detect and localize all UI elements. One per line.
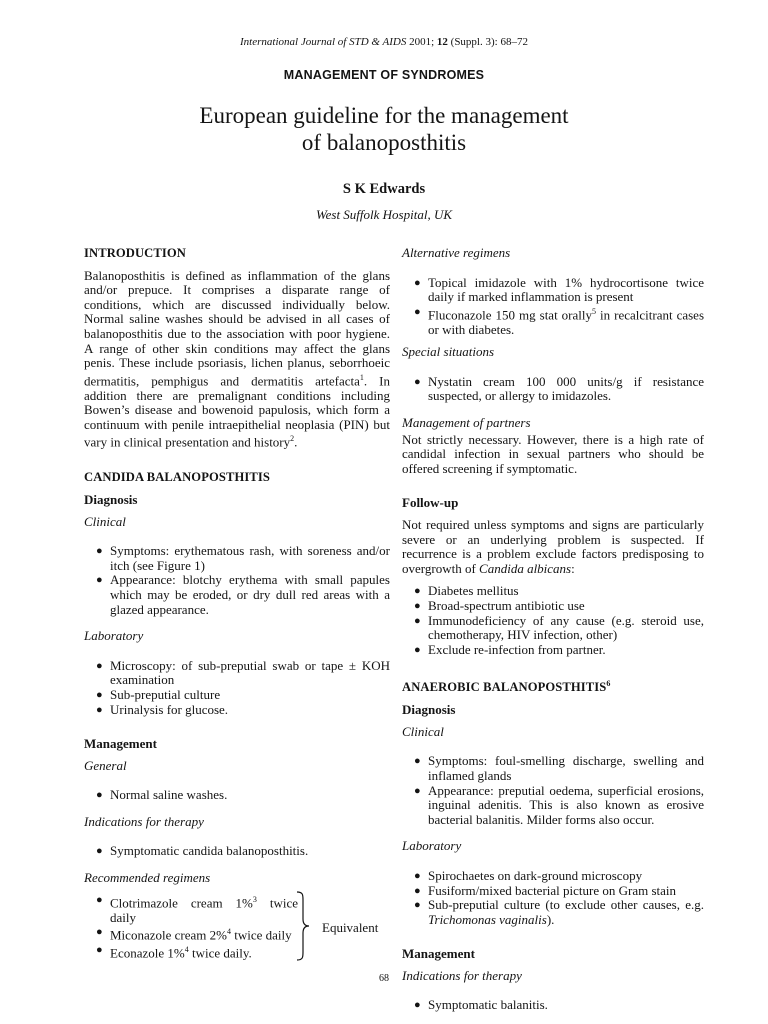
list-item-text: Sub-preputial culture <box>110 686 221 702</box>
regimen-drug: Miconazole cream 2% <box>110 927 227 943</box>
journal-pages: (Suppl. 3): 68–72 <box>447 36 528 48</box>
partners-text: Not strictly necessary. However, there is a high rate of candidal infection in sexual partners who should be offered screening if symptomatic. <box>402 431 704 476</box>
alternative-list <box>402 276 704 338</box>
followup-text <box>402 518 704 576</box>
intro-text-part1: Balanoposthitis is defined as inflammation of the glans and/or prepuce. It comprises a disparate range of conditions, which are discussed individually below. Normal saline washes should be advised in all cases of balanoposthitis due to the association with poor hygiene. A range of other skin conditions may affect the glans penis. These include psoriasis, lichen planus, seborrhoeic dermatitis, pemphigus and dermatitis artefacta <box>84 267 390 389</box>
special-situations-heading: Special situations <box>402 344 495 360</box>
list-item-text: Immunodeficiency of any cause (e.g. steroid use, chemotherapy, HIV infection, other) <box>428 612 704 643</box>
ref-6: 6 <box>606 679 611 689</box>
candida-lab-list <box>84 659 390 717</box>
title-line-1: European guideline for the management <box>199 103 569 128</box>
list-item-text: in recalcitrant cases or with diabetes. <box>428 307 704 337</box>
regimen-ref: 4 <box>226 927 231 937</box>
list-item-text: ). <box>546 911 555 927</box>
regimen-drug: Clotrimazole cream 1% <box>110 894 253 910</box>
right-column <box>402 246 704 1013</box>
candida-indications-list <box>84 844 390 859</box>
anaerobic-clinical-list <box>402 754 704 827</box>
list-item-text: Topical imidazole with 1% hydrocortisone twice daily if marked inflammation is present <box>428 274 704 305</box>
list-item-text: Normal saline washes. <box>110 787 228 803</box>
list-item: ● Sub-preputial culture <box>96 686 221 702</box>
list-item-text: Spirochaetes on dark-ground microscopy <box>428 867 643 883</box>
list-item: ● Symptomatic candida balanoposthitis. <box>96 843 309 859</box>
section-banner: MANAGEMENT OF SYNDROMES <box>283 68 485 82</box>
list-item: ● Nystatin cream 100 000 units/g if resistance suspected, or allergy to imidazoles. <box>414 373 704 404</box>
list-item-text: Fusiform/mixed bacterial picture on Gram stain <box>428 882 677 898</box>
regimen-dose: twice daily. <box>188 945 252 961</box>
list-item: ● Econazole 1%$^4$ twice daily. <box>96 944 252 961</box>
journal-header <box>0 36 768 48</box>
list-item: ● Diabetes mellitus <box>414 583 519 599</box>
anaerobic-diagnosis-heading: Diagnosis <box>402 702 456 718</box>
anaerobic-clinical-heading: Clinical <box>402 723 444 739</box>
equivalent-label: Equivalent <box>322 920 379 935</box>
regimen-dose: twice daily <box>110 894 299 925</box>
list-item-text: Symptomatic candida balanoposthitis. <box>110 843 309 859</box>
anaerobic-management-heading: Management <box>402 946 475 962</box>
list-item-text: Symptomatic balanitis. <box>428 997 548 1013</box>
list-item: ● Urinalysis for glucose. <box>96 701 229 717</box>
list-item-text: Broad-spectrum antibiotic use <box>428 598 585 614</box>
list-item: ● Appearance: preputial oedema, superficial erosions, inguinal adenitis. This is also known as erosive bacterial balanitis. Milder forms also occur. <box>414 782 704 827</box>
regimen-ref: 3 <box>252 894 257 904</box>
regimen-ref: 4 <box>184 945 189 955</box>
list-item-text: Fluconazole 150 mg stat orally <box>428 307 593 323</box>
list-item-text: Sub-preputial culture (to exclude other causes, e.g. <box>428 897 704 913</box>
list-item: ● Miconazole cream 2%$^4$ twice daily <box>96 926 292 943</box>
followup-colon: : <box>571 560 575 576</box>
list-item: ● Spirochaetes on dark-ground microscopy <box>414 867 643 883</box>
ref-2: 2 <box>290 434 295 444</box>
candida-management-heading: Management <box>84 736 157 752</box>
list-item: ● Symptoms: erythematous rash, with soreness and/or itch (see Figure 1) <box>96 543 390 573</box>
page-number: 68 <box>379 973 389 984</box>
list-item: ● Immunodeficiency of any cause (e.g. steroid use, chemotherapy, HIV infection, other) <box>414 612 704 643</box>
recommended-regimens-heading: Recommended regimens <box>84 870 211 886</box>
journal-volume: 12 <box>436 36 448 48</box>
list-item: ● Exclude re-infection from partner. <box>414 641 606 657</box>
list-item-text: Symptoms: erythematous rash, with soreness and/or itch (see Figure 1) <box>110 543 390 573</box>
list-item: ● Normal saline washes. <box>96 787 228 803</box>
left-column <box>84 246 390 961</box>
list-item-text: Exclude re-infection from partner. <box>428 641 606 657</box>
anaerobic-indications-heading: Indications for therapy <box>402 967 522 983</box>
candida-indications-heading: Indications for therapy <box>84 813 204 829</box>
list-item: ● Symptoms: foul-smelling discharge, swelling and inflamed glands <box>414 753 704 783</box>
followup-heading: Follow-up <box>402 495 459 511</box>
intro-text-end: . <box>294 434 298 450</box>
candida-diagnosis-heading: Diagnosis <box>84 491 138 507</box>
affiliation: West Suffolk Hospital, UK <box>315 207 453 222</box>
candida-clinical-list <box>84 544 390 617</box>
introduction-heading: INTRODUCTION <box>84 246 186 260</box>
author: S K Edwards <box>342 181 426 197</box>
partners-heading: Management of partners <box>402 415 531 431</box>
candida-heading: CANDIDA BALANOPOSTHITIS <box>84 470 270 485</box>
followup-list <box>402 584 704 657</box>
list-item: ● Topical imidazole with 1% hydrocortisone twice daily if marked inflammation is present <box>414 274 704 305</box>
anaerobic-laboratory-heading: Laboratory <box>402 838 462 854</box>
list-item: ● Appearance: blotchy erythema with small papules which may be eroded, or dry dull red areas with a glazed appearance. <box>96 572 390 617</box>
candida-laboratory-heading: Laboratory <box>84 628 144 644</box>
introduction-text <box>84 269 390 451</box>
list-item: ● Clotrimazole cream 1%$^3$ twice daily <box>96 893 299 925</box>
list-item: ● Fusiform/mixed bacterial picture on Gram stain <box>414 882 677 898</box>
list-item-text: Appearance: preputial oedema, superficial erosions, inguinal adenitis. This is also known as erosive bacterial balanitis. Milder forms also occur. <box>428 782 704 827</box>
list-item-text: Diabetes mellitus <box>428 583 519 599</box>
list-item-text: Appearance: blotchy erythema with small papules which may be eroded, or dry dull red areas with a glazed appearance. <box>110 572 390 617</box>
journal-year: 2001; <box>406 36 437 48</box>
list-item: ● Broad-spectrum antibiotic use <box>414 598 585 614</box>
ref-5: 5 <box>592 306 597 316</box>
anaerobic-heading <box>402 677 704 695</box>
list-item: ● Microscopy: of sub-preputial swab or tape ± KOH examination <box>96 657 390 688</box>
followup-text-body: Not required unless symptoms and signs are particularly severe or an underlying problem is suspected. If recurrence is a problem exclude factors predisposing to overgrowth of <box>402 517 704 576</box>
species-name: Trichomonas vaginalis <box>428 911 547 927</box>
candida-clinical-heading: Clinical <box>84 513 126 529</box>
general-list <box>84 788 390 803</box>
anaerobic-heading-text: ANAEROBIC BALANOPOSTHITIS <box>402 680 607 695</box>
alternative-regimens-heading: Alternative regimens <box>402 245 511 260</box>
general-heading: General <box>84 757 127 773</box>
regimen-brace <box>296 891 310 961</box>
list-item: ● Sub-preputial culture (to exclude other causes, e.g. Trichomonas vaginalis). <box>414 897 704 927</box>
ref-1: 1 <box>359 372 364 382</box>
list-item: ● Symptomatic balanitis. <box>414 997 548 1013</box>
list-item: ● Fluconazole 150 mg stat orally$^5$ in recalcitrant cases or with diabetes. <box>414 305 704 337</box>
regimen-dose: twice daily <box>230 927 292 943</box>
regimen-drug: Econazole 1% <box>110 945 185 961</box>
anaerobic-lab-list <box>402 869 704 927</box>
special-list <box>402 375 704 404</box>
list-item-text: Microscopy: of sub-preputial swab or tape ± KOH examination <box>110 657 390 688</box>
list-item-text: Symptoms: foul-smelling discharge, swelling and inflamed glands <box>428 753 704 783</box>
title-line-2: of balanoposthitis <box>301 130 467 155</box>
intro-text-part2: . In addition there are premalignant conditions including Bowen’s disease and bowenoid papulosis, which form a continuum with penile intraepithelial neoplasia (PIN) but vary in clinical presentation and history <box>84 373 390 450</box>
anaerobic-indications-list <box>402 998 704 1013</box>
followup-species: Candida albicans <box>479 560 572 576</box>
article-title <box>0 102 768 156</box>
list-item-text: Urinalysis for glucose. <box>110 701 229 717</box>
list-item-text: Nystatin cream 100 000 units/g if resistance suspected, or allergy to imidazoles. <box>428 373 704 404</box>
journal-name: International Journal of STD & AIDS <box>240 36 407 48</box>
